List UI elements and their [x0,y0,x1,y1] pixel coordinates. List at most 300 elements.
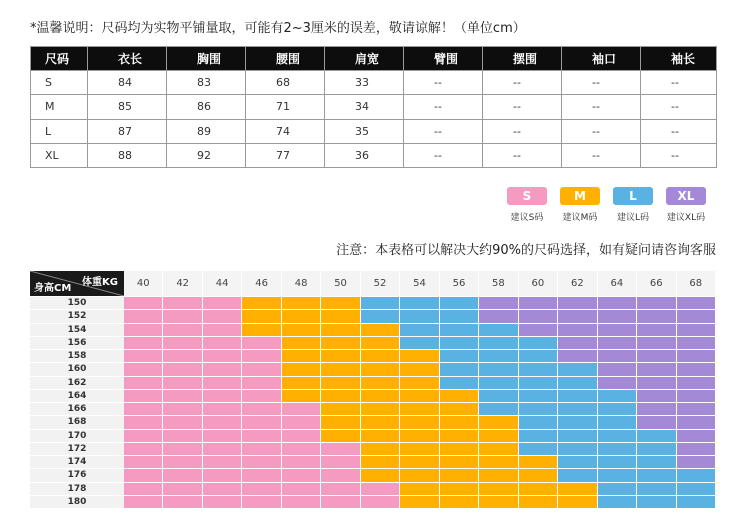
table-cell: -- [562,143,641,167]
size-cell-s [163,402,202,415]
size-cell-s [203,336,242,349]
table-cell: -- [483,119,562,143]
size-cell-s [361,482,400,495]
height-header-cell: 178 [30,482,124,495]
legend-item-s [505,187,549,224]
size-cell-xl [637,362,676,375]
size-cell-l [440,296,479,309]
size-cell-m [479,415,518,428]
size-cell-s [163,389,202,402]
header-shoulder: 肩宽 [325,47,404,71]
size-cell-l [677,468,716,481]
table-cell: 84 [88,71,167,95]
size-cell-m [282,349,321,362]
size-cell-m [321,429,360,442]
size-cell-xl [519,323,558,336]
size-cell-l [440,309,479,322]
size-notice: *温馨说明：尺码均为实物平铺量取，可能有2~3厘米的误差，敬请谅解！（单位cm） [30,21,526,36]
size-cell-xl [637,389,676,402]
size-cell-s [242,455,281,468]
legend-label-xl: 建议XL码 [666,212,706,223]
size-cell-l [598,495,637,508]
size-cell-l [558,389,597,402]
legend-label-m: 建议M码 [562,212,598,223]
table-cell: 86 [167,95,246,119]
legend-badge-l: L [613,187,653,205]
size-cell-xl [637,323,676,336]
height-header-cell: 168 [30,415,124,428]
size-cell-xl [677,455,716,468]
size-cell-m [400,376,439,389]
size-cell-xl [677,296,716,309]
table-cell: -- [404,119,483,143]
height-header-cell: 176 [30,468,124,481]
size-cell-l [400,296,439,309]
size-cell-s [282,455,321,468]
weight-header-cell: 52 [361,271,400,296]
size-cell-xl [598,296,637,309]
size-cell-s [203,389,242,402]
size-cell-s [321,495,360,508]
size-cell-l [677,495,716,508]
table-cell: -- [562,119,641,143]
size-cell-s [203,362,242,375]
size-cell-xl [637,336,676,349]
size-cell-xl [637,376,676,389]
size-cell-xl [637,296,676,309]
size-cell-xl [558,296,597,309]
size-cell-m [558,495,597,508]
size-cell-m [282,389,321,402]
height-header-cell: 158 [30,349,124,362]
size-cell-l [519,349,558,362]
size-cell-xl [558,323,597,336]
size-cell-l [519,362,558,375]
size-cell-s [163,495,202,508]
table-cell: M [31,95,88,119]
size-cell-m [361,468,400,481]
header-size: 尺码 [31,47,88,71]
table-cell: 36 [325,143,404,167]
size-cell-l [598,402,637,415]
size-cell-s [124,415,163,428]
size-cell-m [440,455,479,468]
size-cell-s [163,309,202,322]
height-header-cell: 166 [30,402,124,415]
size-cell-m [242,309,281,322]
weight-header-cell: 44 [203,271,242,296]
size-cell-s [124,455,163,468]
size-cell-xl [519,309,558,322]
size-cell-xl [479,309,518,322]
size-cell-l [677,482,716,495]
size-cell-m [321,389,360,402]
size-cell-m [479,495,518,508]
size-cell-l [479,376,518,389]
size-cell-s [163,323,202,336]
size-cell-s [163,442,202,455]
size-cell-s [242,482,281,495]
size-cell-s [163,455,202,468]
size-cell-s [242,402,281,415]
size-cell-m [400,389,439,402]
size-cell-l [637,455,676,468]
size-cell-s [124,495,163,508]
size-cell-l [479,349,518,362]
size-cell-s [124,468,163,481]
size-cell-s [124,336,163,349]
size-cell-xl [598,309,637,322]
size-cell-s [203,323,242,336]
size-cell-s [203,482,242,495]
size-cell-s [124,296,163,309]
table-cell: -- [404,143,483,167]
table-cell: 74 [246,119,325,143]
size-cell-xl [677,376,716,389]
table-cell: 34 [325,95,404,119]
size-cell-m [361,349,400,362]
table-cell: -- [641,119,717,143]
size-cell-m [519,495,558,508]
size-cell-l [519,415,558,428]
size-cell-l [637,429,676,442]
size-cell-m [440,442,479,455]
size-cell-l [519,429,558,442]
size-cell-s [163,296,202,309]
table-cell: 87 [88,119,167,143]
size-cell-m [400,455,439,468]
table-cell: -- [483,143,562,167]
table-cell: 35 [325,119,404,143]
size-cell-s [321,468,360,481]
size-cell-l [479,362,518,375]
size-cell-m [282,309,321,322]
size-cell-s [242,415,281,428]
size-cell-xl [598,336,637,349]
size-cell-xl [677,362,716,375]
size-cell-xl [558,336,597,349]
size-cell-xl [637,415,676,428]
weight-header-cell: 54 [400,271,439,296]
height-header-cell: 162 [30,376,124,389]
weight-header-cell: 40 [124,271,163,296]
size-cell-s [163,362,202,375]
size-cell-xl [677,429,716,442]
height-header-cell: 150 [30,296,124,309]
table-cell: 85 [88,95,167,119]
size-cell-s [361,495,400,508]
weight-header-cell: 68 [677,271,716,296]
height-header-cell: 180 [30,495,124,508]
table-cell: -- [483,71,562,95]
size-cell-s [203,376,242,389]
size-cell-s [321,455,360,468]
size-cell-l [558,429,597,442]
size-cell-m [321,349,360,362]
size-cell-l [558,415,597,428]
size-cell-l [598,429,637,442]
size-cell-s [124,362,163,375]
table-cell: 88 [88,143,167,167]
size-cell-m [242,296,281,309]
size-cell-s [203,415,242,428]
header-sleeve: 袖长 [641,47,717,71]
size-cell-m [479,482,518,495]
size-cell-m [479,455,518,468]
size-cell-xl [677,415,716,428]
size-cell-m [440,389,479,402]
table-cell: 92 [167,143,246,167]
size-cell-m [400,349,439,362]
size-cell-m [361,429,400,442]
size-cell-xl [519,296,558,309]
size-cell-s [321,442,360,455]
height-header-cell: 156 [30,336,124,349]
legend-item-xl [664,187,708,224]
size-cell-m [400,442,439,455]
size-cell-s [163,415,202,428]
table-cell: -- [641,95,717,119]
size-cell-xl [677,402,716,415]
size-cell-m [440,468,479,481]
size-cell-s [124,309,163,322]
size-cell-s [124,376,163,389]
size-cell-xl [558,349,597,362]
table-cell: -- [562,95,641,119]
size-cell-m [519,482,558,495]
size-cell-l [637,442,676,455]
size-cell-s [282,468,321,481]
table-cell: 33 [325,71,404,95]
size-cell-xl [558,309,597,322]
size-cell-l [361,296,400,309]
table-cell: S [31,71,88,95]
size-cell-l [598,442,637,455]
size-cell-xl [637,309,676,322]
table-row [31,143,717,167]
size-cell-s [163,349,202,362]
size-cell-s [321,482,360,495]
header-length: 衣长 [88,47,167,71]
size-cell-l [519,402,558,415]
legend-badge-xl: XL [666,187,706,205]
size-cell-m [361,455,400,468]
height-header-cell: 152 [30,309,124,322]
legend-label-s: 建议S码 [510,212,544,223]
size-cell-l [440,323,479,336]
size-cell-s [163,336,202,349]
size-cell-m [321,309,360,322]
legend-badge-s: S [507,187,547,205]
size-cell-l [479,336,518,349]
header-arm: 臂围 [404,47,483,71]
size-cell-xl [677,442,716,455]
size-cell-m [321,415,360,428]
size-measurement-table [30,46,717,168]
size-cell-m [321,362,360,375]
size-cell-m [440,495,479,508]
legend-badge-m: M [560,187,600,205]
height-header-cell: 154 [30,323,124,336]
size-cell-xl [637,349,676,362]
size-cell-l [479,389,518,402]
size-cell-m [321,376,360,389]
size-cell-s [124,442,163,455]
size-cell-m [440,402,479,415]
size-cell-l [558,468,597,481]
size-cell-l [558,376,597,389]
size-cell-m [361,442,400,455]
table-cell: 68 [246,71,325,95]
size-cell-l [440,362,479,375]
size-cell-m [321,296,360,309]
weight-header-cell: 62 [558,271,597,296]
header-chest: 胸围 [167,47,246,71]
size-cell-s [124,389,163,402]
size-cell-s [242,429,281,442]
size-cell-m [519,455,558,468]
size-cell-s [203,495,242,508]
size-cell-l [400,336,439,349]
size-cell-m [361,402,400,415]
size-note: 注意：本表格可以解决大约90%的尺码选择，如有疑问请咨询客服 [336,243,716,258]
size-cell-s [242,495,281,508]
size-cell-l [479,323,518,336]
size-cell-s [203,455,242,468]
size-cell-s [282,442,321,455]
weight-header-cell: 46 [242,271,281,296]
size-cell-l [558,362,597,375]
size-cell-s [242,362,281,375]
size-cell-m [519,468,558,481]
weight-header-cell: 56 [440,271,479,296]
size-cell-s [203,468,242,481]
header-cuff: 袖口 [562,47,641,71]
size-cell-l [637,495,676,508]
table-cell: 89 [167,119,246,143]
size-cell-m [361,362,400,375]
legend-item-m [558,187,602,224]
size-cell-m [479,442,518,455]
grid-corner [30,271,124,296]
size-cell-s [242,376,281,389]
size-cell-m [282,323,321,336]
table-cell: 83 [167,71,246,95]
size-cell-l [637,482,676,495]
size-cell-l [519,336,558,349]
size-cell-xl [677,349,716,362]
size-cell-m [400,362,439,375]
table-cell: -- [404,71,483,95]
size-cell-m [321,402,360,415]
size-cell-s [124,429,163,442]
size-cell-l [558,402,597,415]
size-cell-xl [677,389,716,402]
size-cell-s [242,442,281,455]
table-cell: -- [641,71,717,95]
size-cell-l [519,376,558,389]
weight-header-cell: 64 [598,271,637,296]
size-cell-xl [598,323,637,336]
size-cell-m [400,482,439,495]
size-cell-xl [677,323,716,336]
size-cell-l [598,455,637,468]
corner-height-label: 身高CM [34,283,72,294]
size-legend [505,187,710,223]
size-cell-l [400,323,439,336]
size-cell-s [282,429,321,442]
weight-header-cell: 66 [637,271,676,296]
weight-header-cell: 50 [321,271,360,296]
size-cell-m [400,402,439,415]
header-waist: 腰围 [246,47,325,71]
size-cell-s [163,376,202,389]
size-cell-m [440,415,479,428]
size-cell-l [361,309,400,322]
size-cell-m [400,429,439,442]
size-cell-s [282,482,321,495]
size-cell-s [124,482,163,495]
size-cell-xl [637,402,676,415]
size-cell-l [598,415,637,428]
legend-label-l: 建议L码 [616,212,650,223]
size-cell-xl [598,362,637,375]
weight-header-cell: 60 [519,271,558,296]
table-cell: -- [641,143,717,167]
size-cell-l [558,442,597,455]
weight-header-cell: 42 [163,271,202,296]
size-cell-m [361,336,400,349]
size-cell-xl [479,296,518,309]
size-cell-m [282,296,321,309]
size-recommendation-grid [30,271,716,508]
table-row [31,119,717,143]
size-cell-s [282,415,321,428]
size-cell-s [124,349,163,362]
size-cell-s [163,429,202,442]
corner-weight-label: 体重KG [82,277,118,288]
size-cell-s [242,468,281,481]
size-cell-l [519,389,558,402]
size-cell-s [163,468,202,481]
size-cell-l [440,336,479,349]
size-cell-s [203,442,242,455]
size-cell-xl [598,376,637,389]
table-cell: -- [483,95,562,119]
legend-item-l [611,187,655,224]
size-cell-l [519,442,558,455]
size-cell-m [282,376,321,389]
size-cell-s [282,402,321,415]
table-header-row [31,47,717,71]
table-cell: 71 [246,95,325,119]
table-cell: XL [31,143,88,167]
size-cell-s [242,389,281,402]
size-cell-l [479,402,518,415]
size-cell-m [361,323,400,336]
size-cell-l [440,349,479,362]
size-cell-m [361,376,400,389]
size-cell-m [440,482,479,495]
size-cell-s [124,402,163,415]
size-cell-m [282,336,321,349]
weight-header-cell: 58 [479,271,518,296]
size-cell-l [637,468,676,481]
size-cell-xl [598,349,637,362]
size-cell-m [558,482,597,495]
size-cell-m [361,389,400,402]
header-hem: 摆围 [483,47,562,71]
